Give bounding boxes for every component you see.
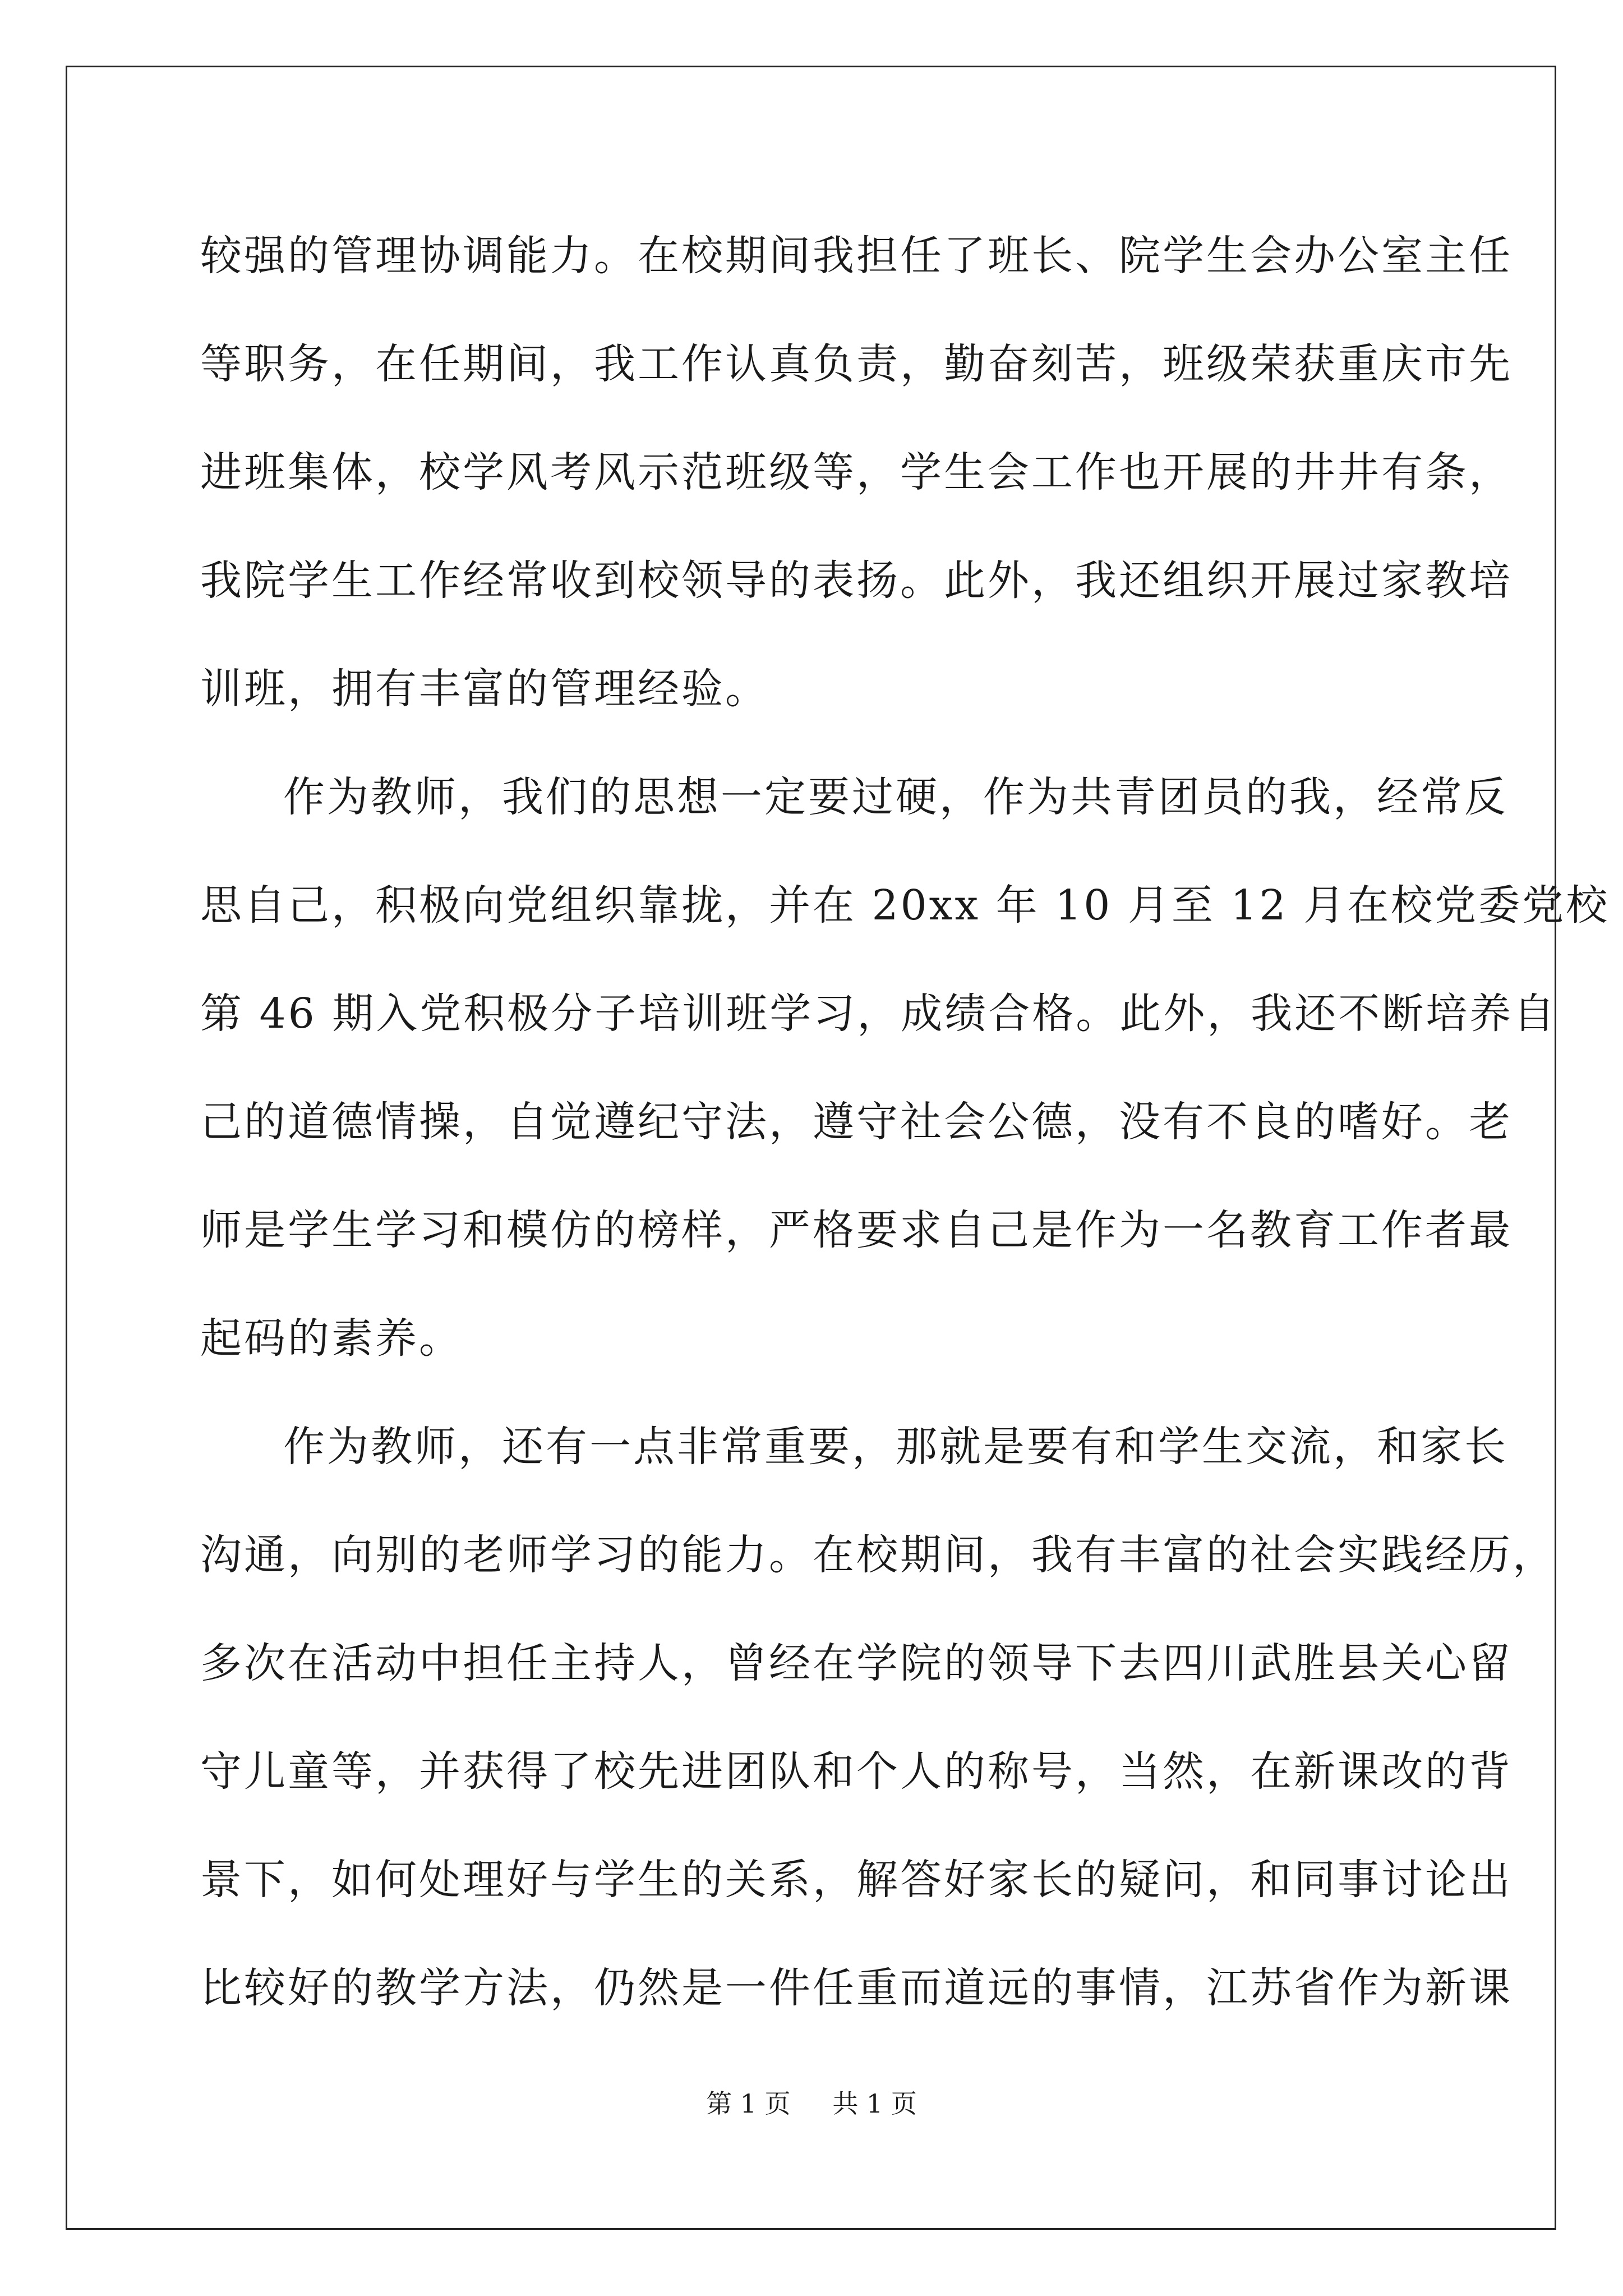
text-line: 我院学生工作经常收到校领导的表扬。此外，我还组织开展过家教培 (200, 556, 1513, 605)
page-number-current: 第 1 页 (706, 2088, 791, 2119)
text-line: 较强的管理协调能力。在校期间我担任了班长、院学生会办公室主任 (200, 232, 1513, 280)
text-line: 思自己，积极向党组织靠拢，并在 20xx 年 10 月至 12 月在校党委党校 (200, 881, 1610, 930)
text-line: 等职务，在任期间，我工作认真负责，勤奋刻苦，班级荣获重庆市先 (200, 340, 1513, 388)
text-line: 己的道德情操，自觉遵纪守法，遵守社会公德，没有不良的嗜好。老 (200, 1098, 1513, 1146)
text-line: 第 46 期入党积极分子培训班学习，成绩合格。此外，我还不断培养自 (200, 990, 1557, 1038)
page-footer (0, 2087, 1623, 2120)
page-number-total: 共 1 页 (832, 2088, 917, 2119)
text-line: 作为教师，还有一点非常重要，那就是要有和学生交流，和家长 (283, 1423, 1508, 1471)
text-line: 比较好的教学方法，仍然是一件任重而道远的事情，江苏省作为新课 (200, 1964, 1513, 2012)
text-line: 起码的素养。 (200, 1314, 463, 1363)
document-body (200, 202, 1610, 2042)
text-line: 训班，拥有丰富的管理经验。 (200, 665, 769, 713)
text-line: 景下，如何处理好与学生的关系，解答好家长的疑问，和同事讨论出 (200, 1856, 1513, 1904)
text-line: 师是学生学习和模仿的榜样，严格要求自己是作为一名教育工作者最 (200, 1206, 1513, 1254)
text-line: 作为教师，我们的思想一定要过硬，作为共青团员的我，经常反 (283, 773, 1508, 821)
text-line: 守儿童等，并获得了校先进团队和个人的称号，当然，在新课改的背 (200, 1747, 1513, 1796)
text-line: 多次在活动中担任主持人，曾经在学院的领导下去四川武胜县关心留 (200, 1639, 1513, 1687)
text-line: 沟通，向别的老师学习的能力。在校期间，我有丰富的社会实践经历， (200, 1531, 1556, 1579)
text-line: 进班集体，校学风考风示范班级等，学生会工作也开展的井井有条， (200, 448, 1513, 496)
